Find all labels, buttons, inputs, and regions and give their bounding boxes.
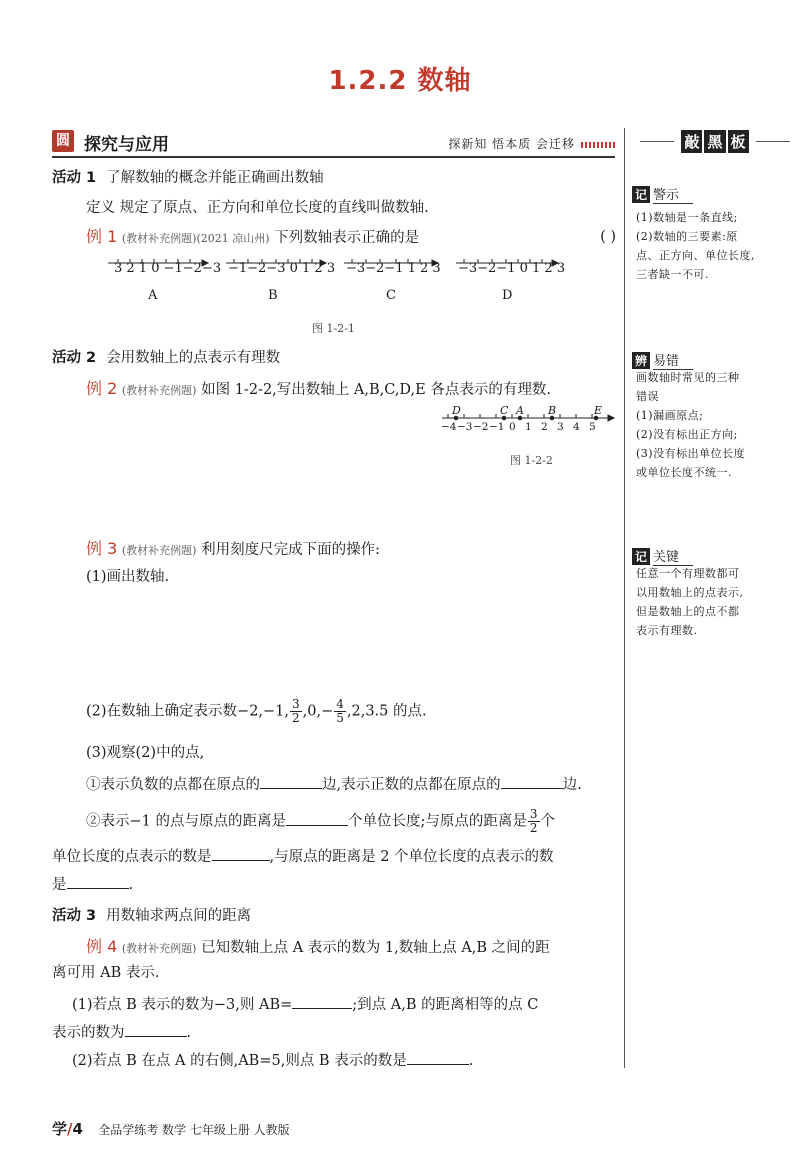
fraction [334,698,346,725]
option-b-letter: B [268,288,278,303]
q3a-text: 边,表示正数的点都在原点的 [322,777,501,793]
figure-caption-2: 图 1-2-2 [510,454,553,467]
activity-text: 了解数轴的概念并能正确画出数轴 [106,170,324,186]
q3a-text: ①表示负数的点都在原点的 [86,777,260,793]
note-line: 但是数轴上的点不都 [636,605,740,618]
denominator: 2 [529,821,538,835]
activity-3-heading [52,904,251,925]
note-icon: 记 [632,186,650,203]
option-a-letter: A [148,288,158,303]
example-source: (教材补充例题)(2021 凉山州) [121,232,270,245]
part1-text: (1)若点 B 表示的数为−3,则 AB= [72,997,293,1013]
option-b-ticks: −1−2−3 0 1 2 3 [228,261,336,276]
error-tag [632,350,693,369]
example-text: 下列数轴表示正确的是 [274,230,420,246]
section-header [52,130,615,158]
answer-blank[interactable] [501,772,563,789]
note-line: 错误 [636,390,659,403]
column-divider [624,128,625,1068]
sidebar-title [674,130,755,153]
option-d-ticks: −3−2−1 0 1 2 3 [458,261,566,276]
answer-paren: ( ) [600,229,616,245]
question-3b [86,808,555,835]
part1-text: ;到点 A,B 的距离相等的点 C [352,997,539,1013]
dots-decoration [581,142,615,148]
example-source: (教材补充例题) [121,942,197,955]
example-label: 例 4 [86,937,118,956]
example-2 [86,378,616,402]
point-e-label: E [594,404,603,417]
note-line: (3)没有标出单位长度 [636,447,746,460]
example-1 [86,226,616,250]
activity-label: 活动 2 [52,350,97,366]
example-source: (教材补充例题) [121,384,197,397]
page-number: 学/4 [52,1120,83,1138]
example-3 [86,538,380,562]
denominator: 5 [336,711,344,725]
option-a-ticks: 3 2 1 0 −1−2−3 [114,261,222,276]
note-line: 表示有理数. [636,624,698,637]
section-title: 探究与应用 [84,135,169,155]
activity-text: 会用数轴上的点表示有理数 [106,350,281,366]
fraction [290,698,302,725]
example-label: 例 3 [86,539,118,558]
answer-blank[interactable] [125,1020,187,1037]
note-line: 或单位长度不统一. [636,466,732,479]
answer-blank[interactable] [292,992,352,1009]
q3b-text: ②表示−1 的点与原点的距离是 [86,813,286,830]
answer-blank[interactable] [67,872,129,889]
tick-label: 4 [573,421,580,433]
activity-2-heading [52,346,280,367]
activity-label: 活动 1 [52,170,97,186]
point-a-label: A [516,404,524,417]
question-3b-end [52,872,133,896]
tick-label: −4 [441,421,457,433]
point-b-label: B [548,404,557,417]
option-c-letter: C [386,288,396,303]
part-1-cont [52,1020,191,1044]
example-label: 例 2 [86,379,118,398]
activity-text: 用数轴求两点间的距离 [106,908,252,924]
answer-blank[interactable] [260,772,322,789]
part1-text: . [186,1025,192,1041]
page-prefix: 学 [52,1120,68,1138]
q3b-text: ,与原点的距离是 2 个单位长度的点表示的数 [269,849,554,865]
example-text: 已知数轴上点 A 表示的数为 1,数轴上点 A,B 之间的距 [201,940,550,956]
question-3: (3)观察(2)中的点, [86,745,205,761]
answer-blank[interactable] [212,844,270,861]
note-line: 画数轴时常见的三种 [636,371,740,384]
tick-label: −3 [457,421,473,433]
tag-title: 易错 [653,354,693,370]
activity-1-heading [52,166,324,187]
part-1 [72,992,538,1016]
q3b-text: 个 [540,813,556,830]
q2-text: ,2,3.5 的点. [346,703,427,720]
q2-text: ,0,− [302,703,334,720]
page-num: 4 [72,1120,83,1138]
note-line: 以用数轴上的点表示, [636,586,744,599]
page-title: 1.2.2 数轴 [328,66,472,96]
answer-blank[interactable] [407,1048,469,1065]
title-char: 敲 [681,130,702,153]
tick-label: 2 [541,421,548,433]
tick-label: −2 [473,421,489,433]
tag-title: 关键 [653,550,693,566]
numerator: 4 [336,697,344,711]
figure-caption-1: 图 1-2-1 [312,322,355,335]
definition [86,197,429,219]
note-line: 点、正方向、单位长度, [636,249,755,262]
key-text [636,564,796,640]
option-c-ticks: −3−2−1 1 2 3 [346,261,441,276]
point-c-label: C [500,404,509,417]
note-line: 三者缺一不可. [636,268,709,281]
note-line: (1)漏画原点; [636,409,704,422]
tick-label: 5 [589,421,596,433]
tick-label: −1 [489,421,505,433]
option-lines [108,255,608,305]
tick-label: 0 [509,421,516,433]
numerator: 3 [529,807,538,821]
definition-text: 规定了原点、正方向和单位长度的直线叫做数轴. [119,200,429,216]
part2-text: (2)若点 B 在点 A 的右侧,AB=5,则点 B 表示的数是 [72,1053,407,1069]
error-text [636,368,796,482]
note-line: (2)数轴的三要素:原 [636,230,738,243]
sidebar-header [640,130,790,153]
example-source: (教材补充例题) [121,544,197,557]
activity-label: 活动 3 [52,908,97,924]
point-d-label: D [452,404,461,417]
q3a-text: 边. [562,777,582,793]
answer-blank[interactable] [286,809,348,826]
number-line-figure [438,404,618,438]
example-text: 如图 1-2-2,写出数轴上 A,B,C,D,E 各点表示的有理数. [201,382,551,398]
q2-text: (2)在数轴上确定表示数−2,−1, [86,703,290,720]
section-tags: 探新知 悟本质 会迁移 [448,137,575,151]
q3b-text: 单位长度的点表示的数是 [52,849,212,865]
question-3a [86,772,582,796]
title-char: 板 [728,130,749,153]
book-info: 全品学练考 数学 七年级上册 人教版 [98,1123,290,1137]
question-1: (1)画出数轴. [86,569,170,585]
fraction [528,808,540,835]
tick-label: 1 [525,421,532,433]
example-text: 利用刻度尺完成下面的操作: [201,542,380,558]
example-label: 例 1 [86,227,118,246]
definition-label: 定义 [86,200,115,216]
question-3b-cont [52,844,554,868]
question-2 [86,698,427,725]
error-icon: 辨 [632,352,650,369]
option-d-letter: D [502,288,513,303]
numerator: 3 [292,697,300,711]
q3b-text: . [128,877,134,893]
page-footer [52,1118,290,1139]
example-4 [86,936,550,960]
q3b-text: 个单位长度;与原点的距离是 [347,813,527,830]
note-line: (2)没有标出正方向; [636,428,738,441]
note-line: 任意一个有理数都可 [636,567,740,580]
q3b-text: 是 [52,877,67,893]
section-icon: 圆 [52,130,74,152]
title-char: 黑 [704,130,725,153]
note-line: (1)数轴是一条直线; [636,211,738,224]
warning-text [636,208,796,284]
part-2 [72,1048,473,1072]
denominator: 2 [292,711,300,725]
tag-title: 警示 [653,188,693,204]
tick-label: 3 [557,421,564,433]
part2-text: . [468,1053,474,1069]
part1-text: 表示的数为 [52,1025,125,1041]
key-tag [632,546,693,565]
example-4-cont: 离可用 AB 表示. [52,965,160,981]
warning-tag [632,184,693,203]
note-icon: 记 [632,548,650,565]
